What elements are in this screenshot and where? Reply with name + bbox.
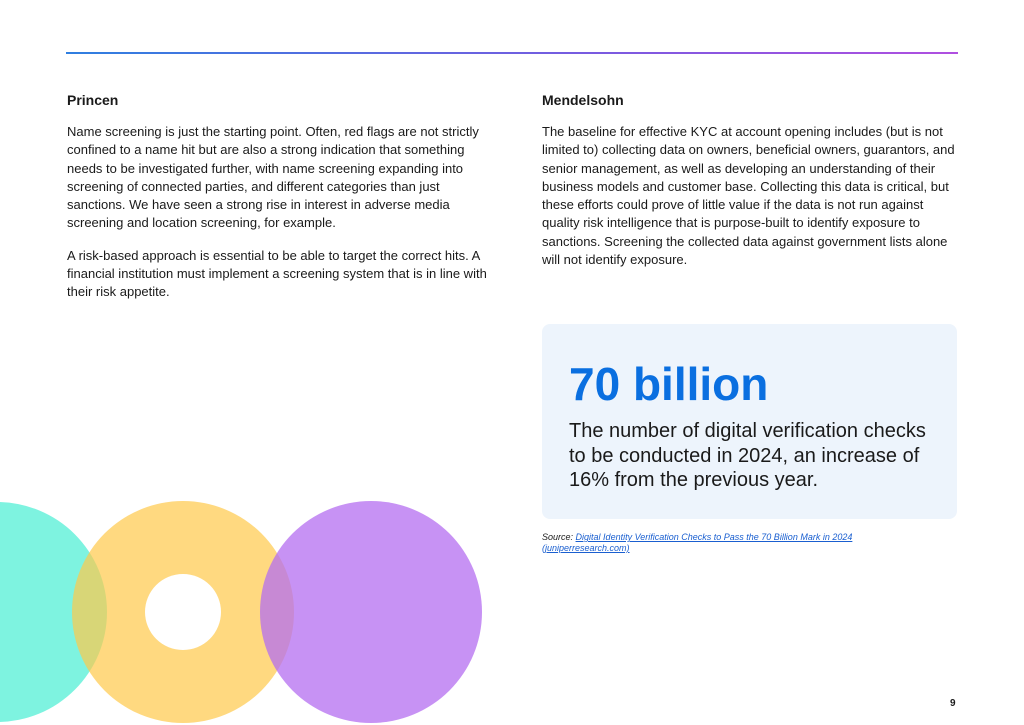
source-label: Source: bbox=[542, 532, 574, 542]
left-column bbox=[67, 91, 487, 316]
stat-callout bbox=[542, 324, 957, 519]
page-number: 9 bbox=[950, 698, 956, 709]
source-citation bbox=[542, 532, 902, 554]
right-heading: Mendelsohn bbox=[542, 92, 624, 108]
decorative-circles bbox=[0, 490, 500, 725]
stat-number: 70 billion bbox=[569, 358, 769, 410]
top-divider bbox=[66, 52, 958, 54]
left-paragraph-1: Name screening is just the starting point. Often, red flags are not strictly confined to a name hit but are also a strong indication that something needs to be investigated further, with name screening expanding into screening of connected parties, and different categories than just sanctions. We have seen a strong rise in interest in adverse media screening and location screening, for example. bbox=[67, 124, 479, 231]
stat-description: The number of digital verification checks to be conducted in 2024, an increase of 16% from the previous year. bbox=[569, 420, 926, 491]
purple-circle bbox=[260, 501, 482, 723]
ring-hole bbox=[145, 574, 221, 650]
right-column bbox=[542, 91, 962, 283]
left-paragraph-2: A risk-based approach is essential to be able to target the correct hits. A financial institution must implement a screening system that is in line with their risk appetite. bbox=[67, 247, 487, 300]
right-paragraph-1: The baseline for effective KYC at account opening includes (but is not limited to) collecting data on owners, beneficial owners, guarantors, and senior management, as well as developing an understanding of their business models and customer base. Collecting this data is critical, but these efforts could prove of little value if the data is not run against quality risk intelligence that is purpose-built to identify exposure to sanctions. Screening the collected data against government lists alone will not identify exposure. bbox=[542, 124, 955, 268]
source-link[interactable]: Digital Identity Verification Checks to Pass the 70 Billion Mark in 2024 (juniperresearch.com) bbox=[542, 532, 853, 553]
left-heading: Princen bbox=[67, 92, 119, 108]
